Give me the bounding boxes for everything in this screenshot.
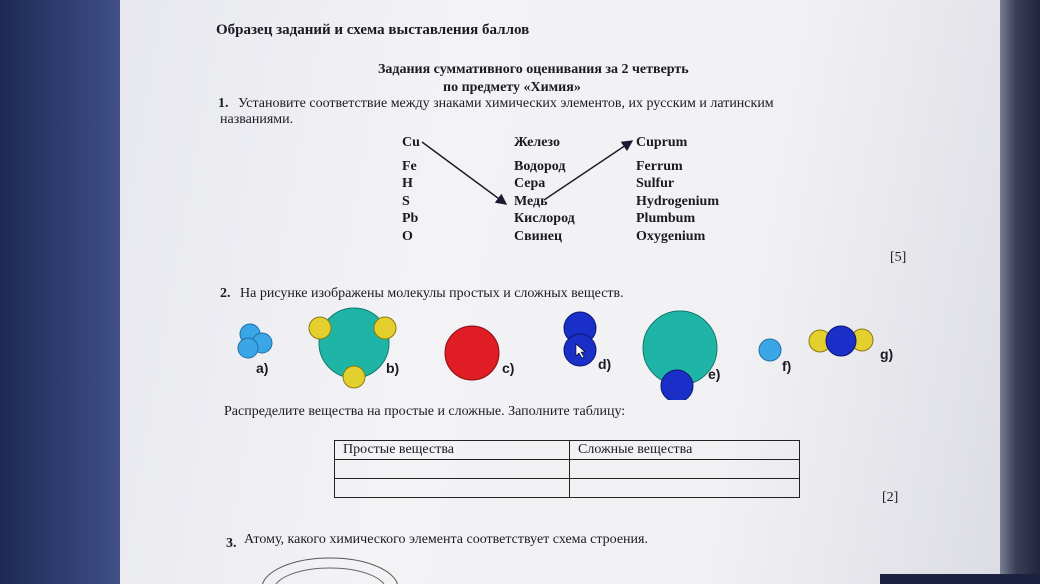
cell-simple[interactable] bbox=[335, 479, 570, 498]
cell-complex[interactable] bbox=[570, 479, 800, 498]
document-page bbox=[120, 0, 1000, 584]
task2-score: [2] bbox=[882, 490, 899, 505]
page-title: Образец заданий и схема выставления баллов bbox=[216, 22, 530, 38]
molecule-b bbox=[309, 308, 396, 388]
symbol: Pb bbox=[402, 211, 419, 226]
label-g: g) bbox=[880, 346, 894, 362]
header-simple: Простые вещества bbox=[335, 441, 570, 460]
molecule-f bbox=[759, 339, 781, 361]
molecule-e bbox=[643, 311, 717, 400]
taskbar bbox=[880, 574, 1040, 584]
symbol: Cu bbox=[402, 135, 420, 150]
molecules-figure bbox=[120, 300, 1000, 400]
label-f: f) bbox=[782, 358, 792, 374]
subtitle-line2: по предмету «Химия» bbox=[443, 80, 581, 95]
task2-instruction: Распределите вещества на простые и сложные. Заполните таблицу: bbox=[224, 404, 626, 419]
label-a: a) bbox=[256, 360, 269, 376]
molecule-a bbox=[238, 324, 272, 358]
table-header-row bbox=[335, 441, 800, 460]
russian-name: Водород bbox=[514, 158, 566, 174]
task2-number: 2. bbox=[220, 286, 231, 301]
latin-name: Ferrum bbox=[636, 158, 683, 174]
symbol: H bbox=[402, 176, 413, 191]
russian-name: Свинец bbox=[514, 228, 563, 244]
label-d: d) bbox=[598, 356, 612, 372]
task1-text-line1: Установите соответствие между знаками химических элементов, их русским и латинским bbox=[238, 96, 774, 111]
latin-name: Plumbum bbox=[636, 211, 696, 226]
russian-name: Медь bbox=[514, 193, 548, 209]
symbol: S bbox=[402, 193, 410, 209]
label-e: e) bbox=[708, 366, 721, 382]
header-complex: Сложные вещества bbox=[570, 441, 800, 460]
arrow-med-to-cuprum bbox=[544, 141, 632, 200]
subtitle-line1: Задания суммативного оценивания за 2 четверть bbox=[378, 62, 689, 77]
symbol: O bbox=[402, 228, 413, 244]
latin-name: Cuprum bbox=[636, 135, 688, 150]
label-c: c) bbox=[502, 360, 515, 376]
russian-name: Кислород bbox=[514, 211, 575, 226]
task2-text: На рисунке изображены молекулы простых и сложных веществ. bbox=[240, 286, 624, 301]
cell-simple[interactable] bbox=[335, 460, 570, 479]
molecule-g bbox=[809, 326, 873, 356]
latin-name: Hydrogenium bbox=[636, 193, 719, 209]
russian-name: Сера bbox=[514, 176, 546, 191]
symbol: Fe bbox=[402, 158, 417, 174]
task3-text: Атому, какого химического элемента соответствует схема строения. bbox=[244, 532, 648, 547]
table-row bbox=[335, 479, 800, 498]
cell-complex[interactable] bbox=[570, 460, 800, 479]
label-b: b) bbox=[386, 360, 400, 376]
arrow-cu-to-med bbox=[422, 142, 506, 204]
task3-number: 3. bbox=[226, 536, 237, 551]
table-row bbox=[335, 460, 800, 479]
molecule-c bbox=[445, 326, 499, 380]
task1-number: 1. bbox=[218, 96, 229, 111]
molecule-d bbox=[564, 312, 596, 366]
latin-name: Sulfur bbox=[636, 176, 675, 191]
latin-name: Oxygenium bbox=[636, 228, 706, 244]
atom-shell-diagram bbox=[250, 548, 410, 584]
task1-text-line2: названиями. bbox=[220, 112, 294, 127]
classification-table bbox=[334, 440, 800, 498]
task1-score: [5] bbox=[890, 250, 907, 265]
russian-name: Железо bbox=[514, 135, 560, 150]
